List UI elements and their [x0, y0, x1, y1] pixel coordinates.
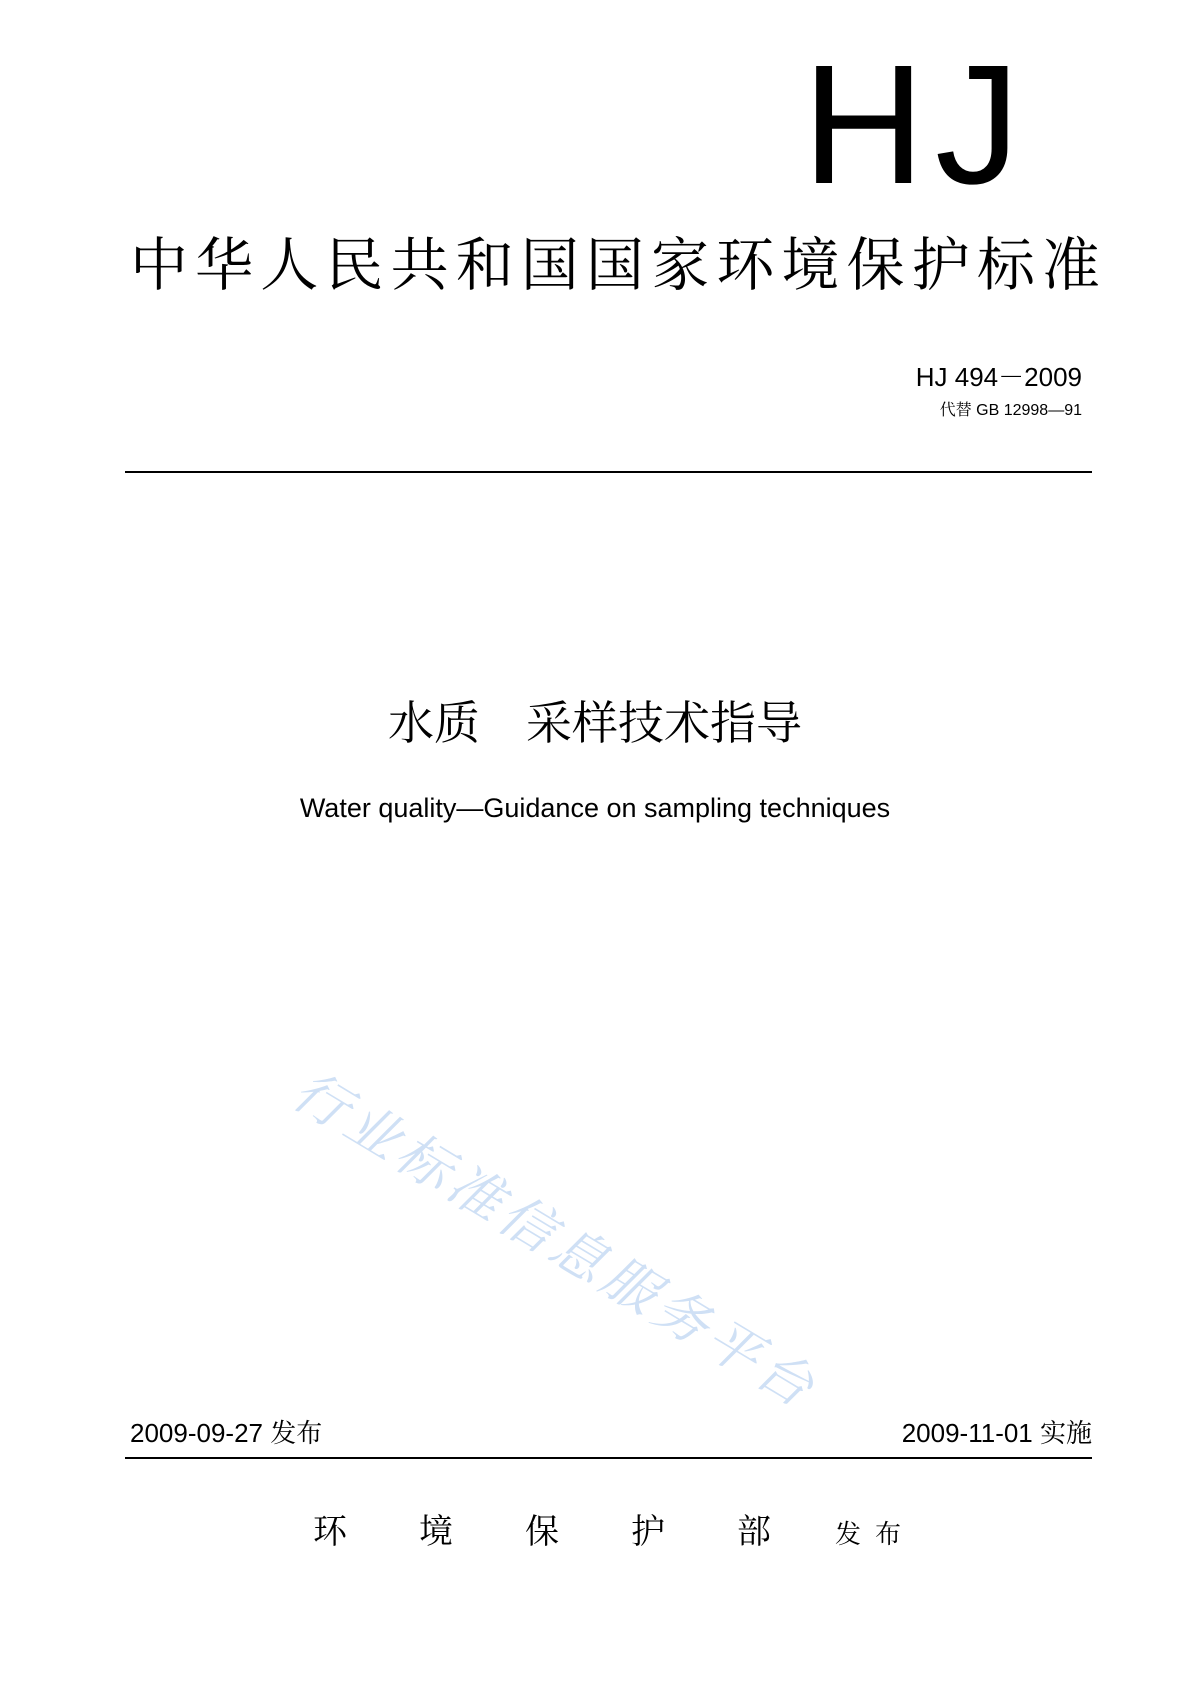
- replaces-standard: 代替 GB 12998—91: [939, 402, 1082, 419]
- watermark: 行业标准信息服务平台: [282, 1058, 829, 1422]
- publisher-char: 环: [313, 1512, 347, 1552]
- standard-logo: HJ: [802, 30, 1030, 220]
- document-title-english: Water quality—Guidance on sampling techniques: [299, 793, 891, 823]
- org-title: 中华人民共和国国家环境保护标准: [130, 231, 1100, 299]
- issue-date: 2009-09-27 发布: [130, 1418, 323, 1448]
- bottom-divider: [125, 1457, 1092, 1459]
- publisher: [313, 1512, 916, 1552]
- publisher-char: 部: [737, 1512, 771, 1552]
- publisher-suffix: 发布: [835, 1520, 916, 1550]
- document-title-chinese: 水质 采样技术指导: [388, 696, 802, 750]
- publisher-char: 保: [525, 1512, 559, 1552]
- publisher-char: 护: [631, 1512, 665, 1552]
- standard-number: HJ 494－2009: [915, 362, 1082, 392]
- implementation-date: 2009-11-01 实施: [901, 1418, 1092, 1448]
- top-divider: [125, 471, 1092, 473]
- publisher-char: 境: [419, 1512, 453, 1552]
